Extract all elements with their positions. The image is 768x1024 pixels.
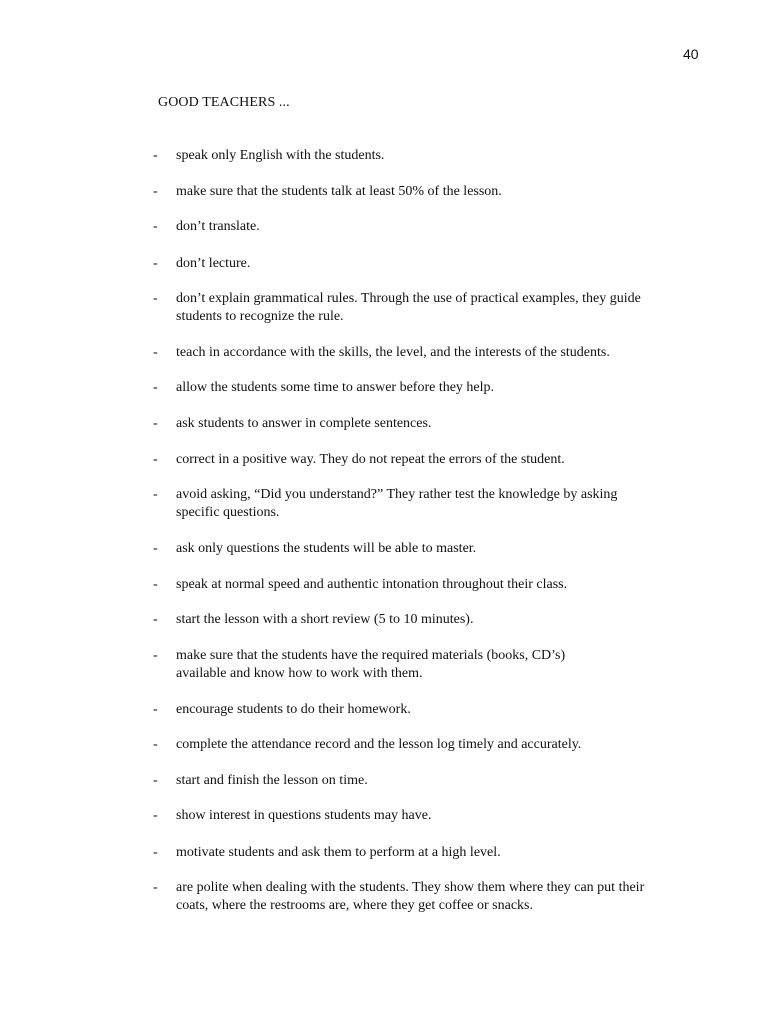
- list-bullet: -: [153, 702, 158, 717]
- list-bullet: -: [153, 612, 158, 627]
- list-item: [153, 147, 713, 165]
- page-heading: GOOD TEACHERS ...: [158, 95, 290, 110]
- list-item: [153, 540, 713, 558]
- list-bullet: -: [153, 773, 158, 788]
- list-item: [153, 290, 713, 326]
- list-item-text: avoid asking, “Did you understand?” They rather test the knowledge by asking: [176, 487, 618, 502]
- list-item-text: specific questions.: [176, 505, 280, 520]
- list-item-text: start and finish the lesson on time.: [176, 773, 368, 788]
- list-item-text: are polite when dealing with the students. They show them where they can put their: [176, 880, 645, 895]
- list-item: [153, 772, 713, 790]
- list-bullet: -: [153, 577, 158, 592]
- list-item: [153, 879, 713, 915]
- list-item-text: complete the attendance record and the lesson log timely and accurately.: [176, 737, 582, 752]
- list-item-text: make sure that the students have the required materials (books, CD’s): [176, 648, 566, 663]
- list-item-text: show interest in questions students may have.: [176, 808, 432, 823]
- list-item: [153, 736, 713, 754]
- list-item-text: start the lesson with a short review (5 to 10 minutes).: [176, 612, 474, 627]
- list-item-text: encourage students to do their homework.: [176, 702, 411, 717]
- list-bullet: -: [153, 256, 158, 271]
- list-item: [153, 807, 713, 825]
- list-item-text: coats, where the restrooms are, where they get coffee or snacks.: [176, 898, 533, 913]
- list-item-text: don’t translate.: [176, 219, 260, 234]
- list-bullet: -: [153, 416, 158, 431]
- list-item: [153, 183, 713, 201]
- list-item-text: speak only English with the students.: [176, 148, 385, 163]
- list-item: [153, 647, 713, 683]
- list-bullet: -: [153, 184, 158, 199]
- list-bullet: -: [153, 148, 158, 163]
- list-item: [153, 344, 713, 362]
- list-item: [153, 415, 713, 433]
- list-item: [153, 844, 713, 862]
- page-number: 40: [683, 46, 699, 62]
- list-item-text: teach in accordance with the skills, the level, and the interests of the students.: [176, 345, 610, 360]
- list-item: [153, 218, 713, 236]
- list-item-text: motivate students and ask them to perform at a high level.: [176, 845, 501, 860]
- list-item: [153, 379, 713, 397]
- list-bullet: -: [153, 541, 158, 556]
- list-item-text: speak at normal speed and authentic intonation throughout their class.: [176, 577, 568, 592]
- list-item-text: correct in a positive way. They do not repeat the errors of the student.: [176, 452, 565, 467]
- list-bullet: -: [153, 487, 158, 502]
- list-item-text: students to recognize the rule.: [176, 309, 344, 324]
- list-item: [153, 486, 713, 522]
- list-item-text: available and know how to work with them.: [176, 666, 423, 681]
- list-bullet: -: [153, 737, 158, 752]
- list-bullet: -: [153, 808, 158, 823]
- list-item: [153, 611, 713, 629]
- list-item: [153, 255, 713, 273]
- list-item-text: ask students to answer in complete sentences.: [176, 416, 432, 431]
- list-item-text: make sure that the students talk at least 50% of the lesson.: [176, 184, 502, 199]
- list-item-text: ask only questions the students will be able to master.: [176, 541, 477, 556]
- list-item: [153, 451, 713, 469]
- list-bullet: -: [153, 880, 158, 895]
- list-item: [153, 576, 713, 594]
- list-item: [153, 701, 713, 719]
- list-bullet: -: [153, 345, 158, 360]
- list-item-text: allow the students some time to answer before they help.: [176, 380, 495, 395]
- list-item-text: don’t lecture.: [176, 256, 251, 271]
- list-item-text: don’t explain grammatical rules. Through the use of practical examples, they guide: [176, 291, 641, 306]
- list-bullet: -: [153, 291, 158, 306]
- list-bullet: -: [153, 380, 158, 395]
- list-bullet: -: [153, 648, 158, 663]
- list-bullet: -: [153, 452, 158, 467]
- list-bullet: -: [153, 845, 158, 860]
- list-bullet: -: [153, 219, 158, 234]
